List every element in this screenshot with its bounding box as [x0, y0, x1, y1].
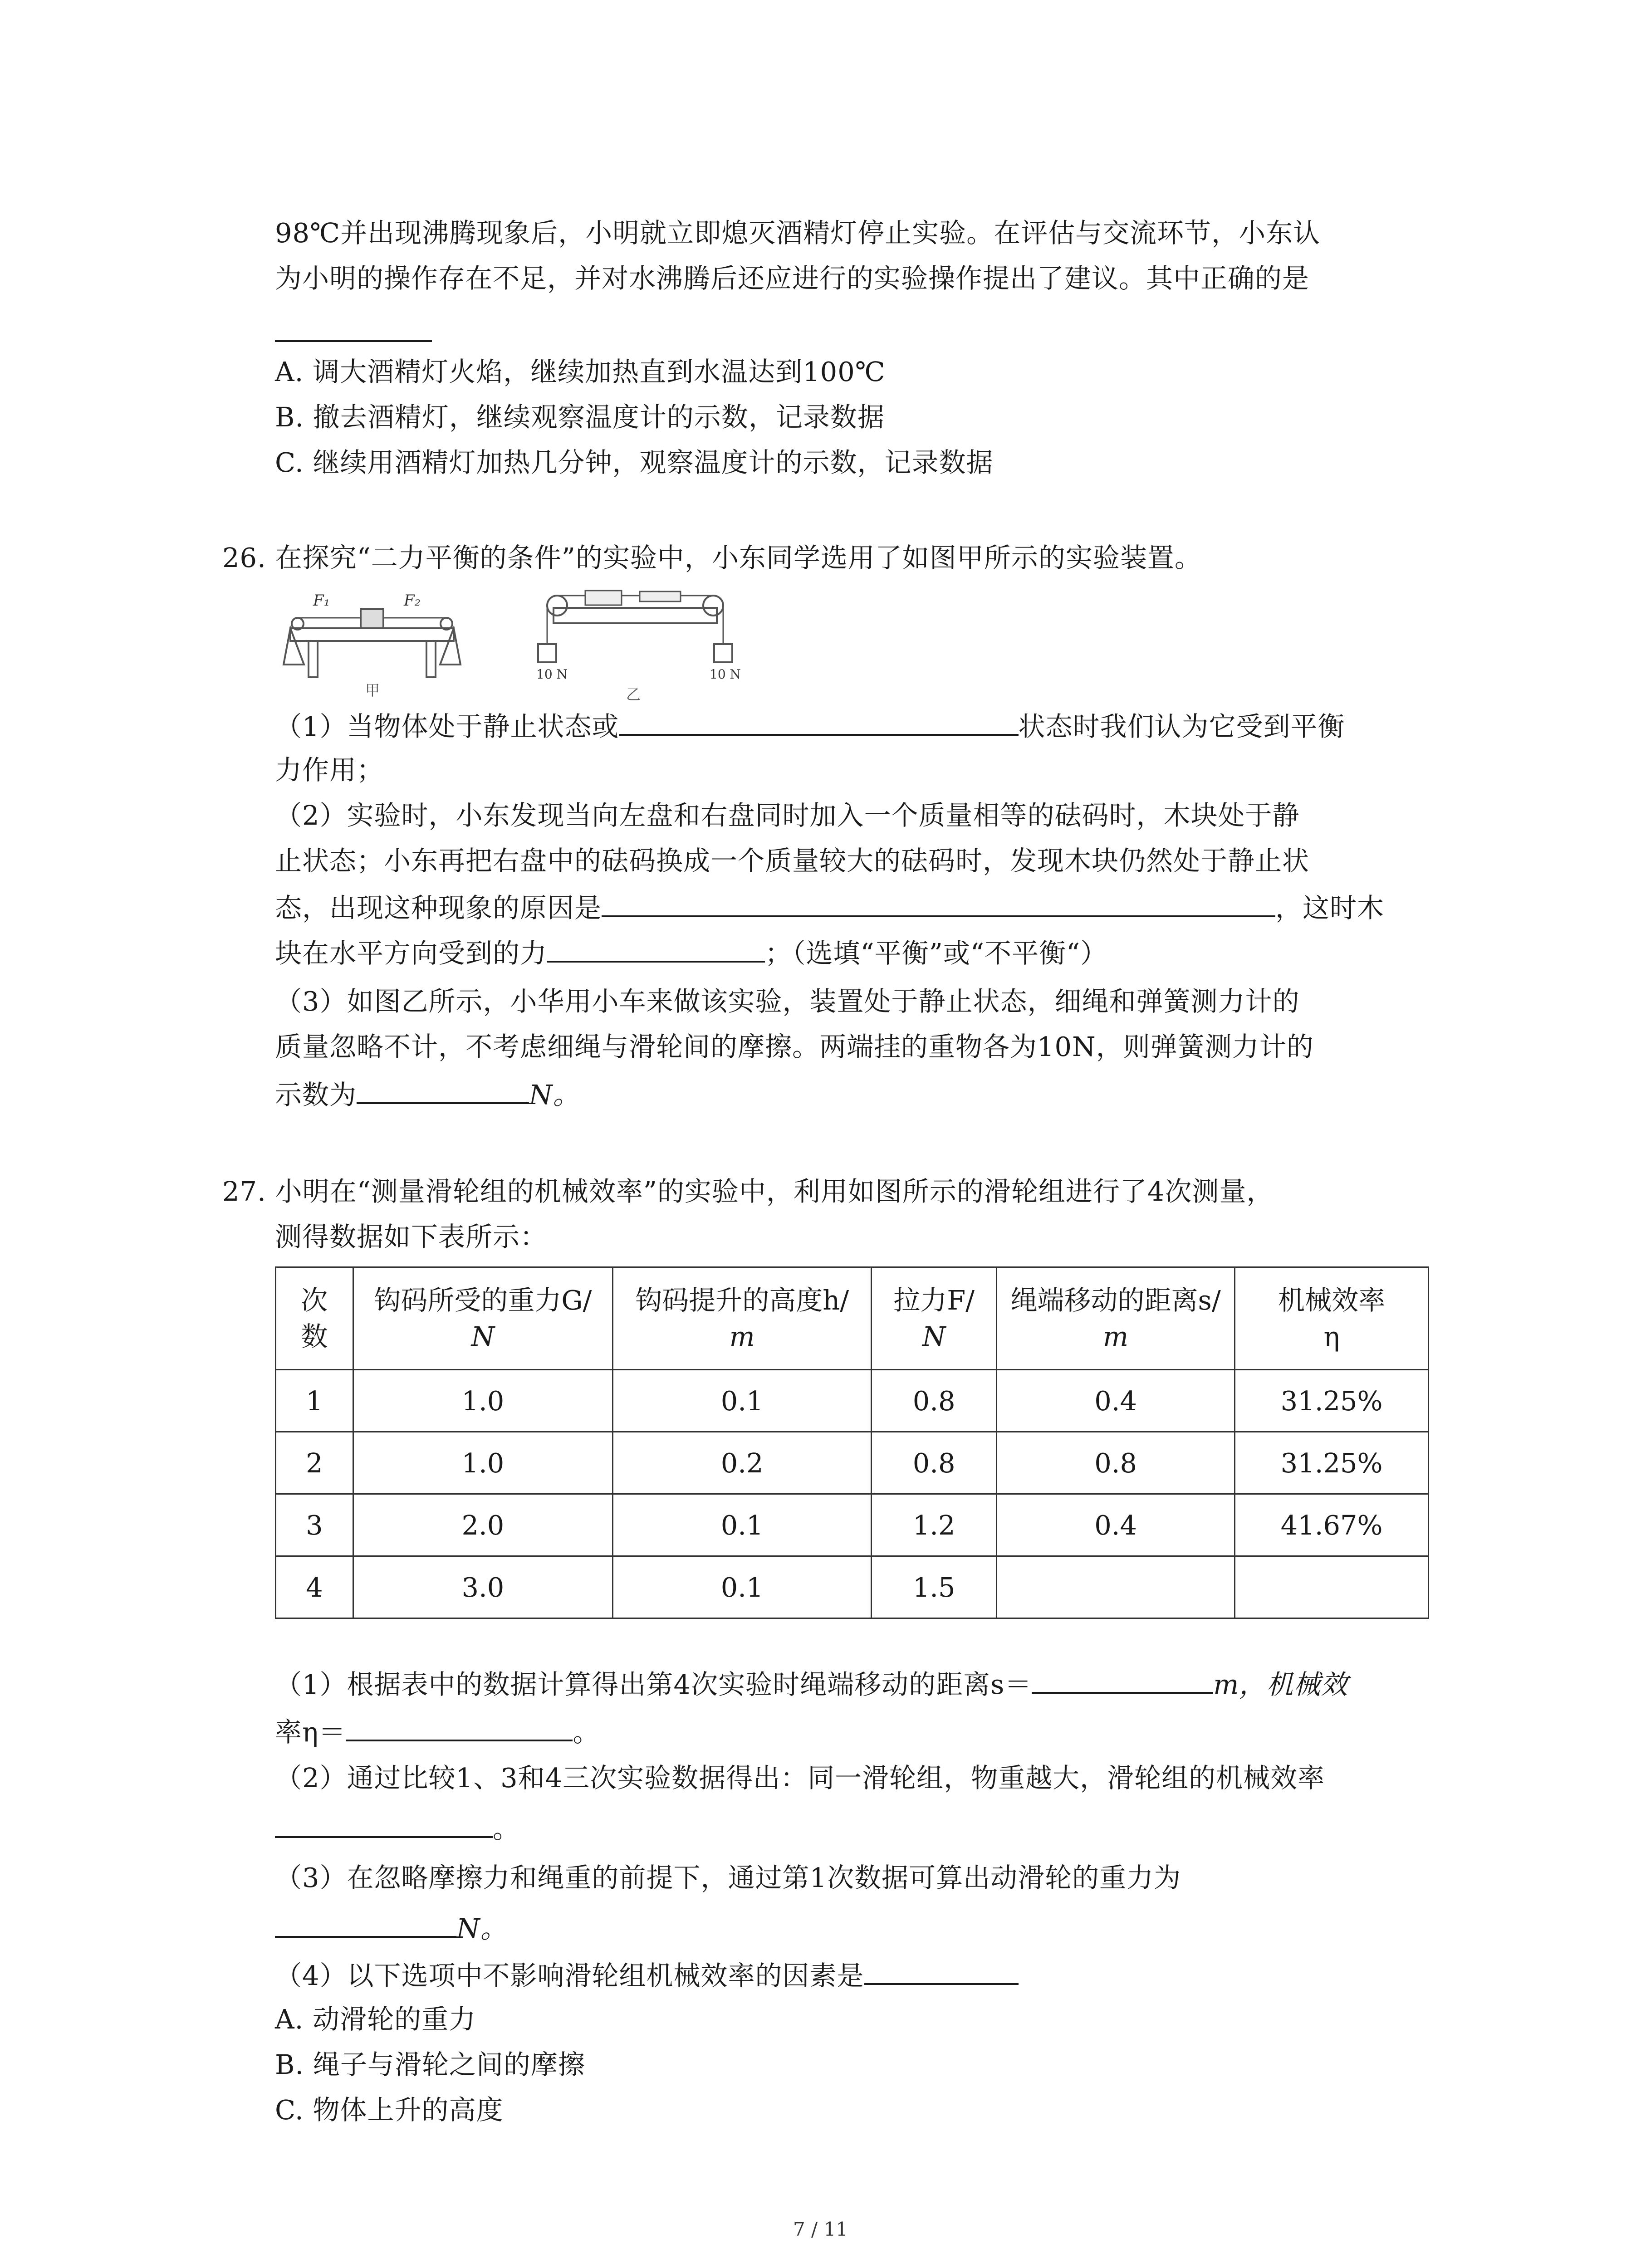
jia-table-leg-left	[309, 641, 318, 677]
q26-p2-blank-balance[interactable]	[547, 934, 765, 963]
header-height: 钩码提升的高度h/ m	[613, 1267, 872, 1370]
q25-line2: 为小明的操作存在不足，并对水沸腾后还应进行的实验操作提出了建议。其中正确的是	[275, 263, 1310, 294]
q26-p1-text-a: （1）当物体处于静止状态或	[275, 711, 619, 742]
q25-option-b: B. 撤去酒精灯，继续观察温度计的示数，记录数据	[275, 401, 885, 433]
q26-p3-line2: 质量忽略不计，不考虑细绳与滑轮间的摩擦。两端挂的重物各为10N，则弹簧测力计的	[275, 1031, 1314, 1062]
cell-height: 0.1	[613, 1556, 872, 1618]
cell-weight: 1.0	[353, 1370, 612, 1432]
jia-pan-right	[440, 628, 460, 665]
table-row	[276, 1370, 1429, 1432]
cell-weight: 1.0	[353, 1432, 612, 1494]
cell-force: 0.8	[872, 1370, 997, 1432]
q27-s1-text-d: 。	[573, 1716, 600, 1748]
q26-p3-blank[interactable]	[357, 1075, 529, 1104]
q27-option-c: C. 物体上升的高度	[275, 2094, 504, 2126]
jia-table-top	[290, 628, 454, 641]
figure-yi	[535, 585, 741, 703]
q26-p2-text-d: ，这时木	[1275, 892, 1385, 924]
q25-line1: 98℃并出现沸腾现象后，小明就立即熄灭酒精灯停止实验。在评估与交流环节，小东认	[275, 217, 1321, 249]
q27-s1-blank-s[interactable]	[1032, 1665, 1213, 1694]
q25-answer-blank[interactable]	[275, 313, 432, 351]
cell-distance: 0.4	[996, 1370, 1234, 1432]
cell-height: 0.2	[613, 1432, 872, 1494]
jia-pan-left	[284, 628, 304, 665]
q26-p1-blank[interactable]	[619, 707, 1019, 736]
cell-count: 2	[276, 1432, 353, 1494]
q25-option-a: A. 调大酒精灯火焰，继续加热直到水温达到100℃	[275, 356, 886, 387]
q27-s2-blank[interactable]	[275, 1809, 493, 1838]
q27-s3-blank[interactable]	[275, 1909, 456, 1938]
table-header-row	[276, 1267, 1429, 1370]
q26-p1-line2: 力作用；	[275, 754, 384, 786]
yi-caption: 乙	[626, 686, 641, 703]
q27-s3-text-b: N。	[456, 1913, 508, 1944]
q26-p2-text-e: 块在水平方向受到的力	[275, 938, 548, 969]
header-force: 拉力F/ N	[872, 1267, 997, 1370]
jia-label-f1: F₁	[313, 591, 330, 610]
q27-stem-line1: 27. 小明在“测量滑轮组的机械效率”的实验中，利用如图所示的滑轮组进行了4次测量，	[222, 1176, 1274, 1207]
q27-s3-line1: （3）在忽略摩擦力和绳重的前提下，通过第1次数据可算出动滑轮的重力为	[275, 1862, 1181, 1893]
table-row	[276, 1494, 1429, 1556]
q27-option-a: A. 动滑轮的重力	[275, 2004, 476, 2035]
q27-stem-line2: 测得数据如下表所示：	[275, 1221, 548, 1252]
cell-force: 1.2	[872, 1494, 997, 1556]
q27-s1-text-b: m，机械效	[1213, 1669, 1348, 1700]
cell-count: 4	[276, 1556, 353, 1618]
q26-stem: 26. 在探究“二力平衡的条件”的实验中，小东同学选用了如图甲所示的实验装置。	[222, 542, 1202, 573]
q26-p3-text-c: 示数为	[275, 1079, 357, 1110]
cell-count: 3	[276, 1494, 353, 1556]
q26-p3-line1: （3）如图乙所示，小华用小车来做该实验，装置处于静止状态，细绳和弹簧测力计的	[275, 986, 1300, 1017]
q26-p2-text-c: 态，出现这种现象的原因是	[275, 892, 602, 924]
header-weight: 钩码所受的重力G/ N	[353, 1267, 612, 1370]
cell-height: 0.1	[613, 1494, 872, 1556]
q27-s2-line1: （2）通过比较1、3和4三次实验数据得出：同一滑轮组，物重越大，滑轮组的机械效率	[275, 1762, 1325, 1794]
q27-s1-text-a: （1）根据表中的数据计算得出第4次实验时绳端移动的距离s＝	[275, 1669, 1032, 1700]
q26-p2-line1: （2）实验时，小东发现当向左盘和右盘同时加入一个质量相等的砝码时，木块处于静	[275, 800, 1300, 831]
q27-s2-text-b: 。	[493, 1813, 520, 1844]
q27-s3-line2	[275, 1909, 508, 1947]
cell-height: 0.1	[613, 1370, 872, 1432]
q26-p2-line4	[275, 934, 1107, 972]
yi-weight-right	[714, 644, 732, 662]
cell-efficiency-empty[interactable]	[1235, 1556, 1429, 1618]
q25-option-c: C. 继续用酒精灯加热几分钟，观察温度计的示数，记录数据	[275, 447, 994, 478]
cell-weight: 2.0	[353, 1494, 612, 1556]
page-number: 7 / 11	[793, 2218, 848, 2240]
yi-spring-scale	[640, 591, 681, 601]
yi-weight-right-label: 10 N	[710, 667, 741, 682]
header-distance: 绳端移动的距离s/ m	[996, 1267, 1234, 1370]
cell-efficiency: 31.25%	[1235, 1370, 1429, 1432]
yi-cart	[585, 591, 622, 605]
cell-distance-empty[interactable]	[996, 1556, 1234, 1618]
q27-s2-line2	[275, 1809, 520, 1847]
q26-p1-line1	[275, 707, 1345, 745]
q26-p2-blank-reason[interactable]	[602, 888, 1275, 917]
q27-data-table	[275, 1266, 1429, 1619]
jia-caption: 甲	[365, 682, 380, 699]
cell-efficiency: 41.67%	[1235, 1494, 1429, 1556]
yi-pulley-right	[703, 596, 723, 616]
cell-force: 1.5	[872, 1556, 997, 1618]
yi-weight-left-label: 10 N	[536, 667, 568, 682]
header-efficiency: 机械效率 η	[1235, 1267, 1429, 1370]
q27-option-b: B. 绳子与滑轮之间的摩擦	[275, 2049, 585, 2080]
table-row	[276, 1556, 1429, 1618]
figure-jia	[281, 578, 463, 701]
cell-weight: 3.0	[353, 1556, 612, 1618]
q27-s1-text-c: 率η＝	[275, 1716, 346, 1748]
jia-table-leg-right	[426, 641, 436, 677]
q26-p2-line3	[275, 888, 1384, 926]
q26-p3-line3	[275, 1075, 580, 1113]
header-count: 次 数	[276, 1267, 353, 1370]
jia-label-f2: F₂	[404, 591, 421, 610]
yi-weight-left	[538, 644, 556, 662]
q27-s4-text-a: （4）以下选项中不影响滑轮组机械效率的因素是	[275, 1960, 864, 1991]
q27-s1-blank-eta[interactable]	[346, 1712, 573, 1741]
yi-pulley-left	[547, 596, 567, 616]
cell-distance: 0.4	[996, 1494, 1234, 1556]
cell-count: 1	[276, 1370, 353, 1432]
q26-p1-text-b: 状态时我们认为它受到平衡	[1018, 711, 1345, 742]
table-row	[276, 1432, 1429, 1494]
cell-force: 0.8	[872, 1432, 997, 1494]
q26-p3-text-d: N。	[529, 1079, 580, 1110]
q26-p2-text-f: ；（选填“平衡”或“不平衡“）	[765, 938, 1108, 969]
cell-distance: 0.8	[996, 1432, 1234, 1494]
jia-block	[361, 609, 383, 628]
q27-s1-line1	[275, 1665, 1348, 1703]
yi-table	[554, 608, 717, 623]
q27-s4-blank[interactable]	[864, 1956, 1019, 1985]
q26-p2-line2: 止状态；小东再把右盘中的砝码换成一个质量较大的砝码时，发现木块仍然处于静止状	[275, 845, 1310, 876]
q27-s4-line1	[275, 1956, 1019, 1994]
cell-efficiency: 31.25%	[1235, 1432, 1429, 1494]
q27-s1-line2	[275, 1712, 600, 1750]
